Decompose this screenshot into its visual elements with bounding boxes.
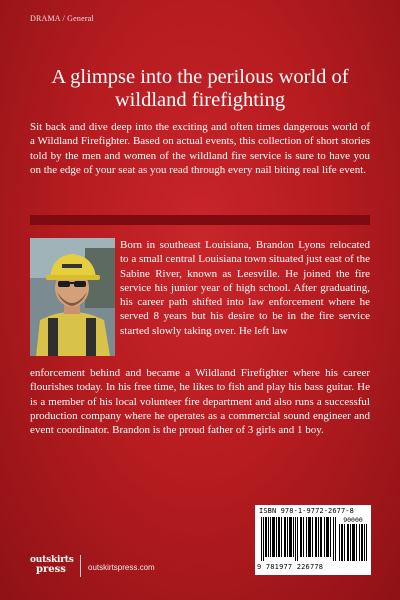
headline-line-2: wildland firefighting xyxy=(114,89,286,111)
headline-line-1: A glimpse into the perilous world of xyxy=(51,66,349,88)
publisher-url: outskirtspress.com xyxy=(88,563,155,572)
author-bio-beside-photo: Born in southeast Louisiana, Brandon Lyons relocated to a small central Louisiana town situated just east of the Sabine River, known as Leesville. He joined the fire service his junior year of high school. After graduating, his career path shifted into law enforcement where he served 8 years but his desire to be in the fire service started slowly taking over. He left law xyxy=(120,239,370,337)
isbn-label: ISBN 978-1-9772-2677-8 xyxy=(259,507,354,515)
publisher-divider xyxy=(80,555,81,577)
publisher-logo xyxy=(30,555,74,575)
divider-rule xyxy=(30,215,370,225)
author-bio-full-width: enforcement behind and became a Wildland Firefighter where his career flourishes today. In his free time, he likes to fish and play his bass guitar. He is a member of his local volunteer fire department and also runs a successful production company where he operates as a commercial sound engineer and event coordinator. Brandon is the proud father of 3 girls and 1 boy. xyxy=(30,367,370,436)
addon-barcode-bars xyxy=(339,524,367,561)
barcode-addon-price: 90000 xyxy=(343,516,363,524)
ean-digits: 9 781977 226778 xyxy=(257,563,324,571)
headline xyxy=(20,66,380,112)
ean-barcode-bars xyxy=(261,517,337,561)
publisher-logo-line-1: outskirts xyxy=(30,555,74,565)
publisher-logo-line-2: press xyxy=(36,564,66,575)
isbn-barcode xyxy=(255,505,371,575)
author-photo-illustration xyxy=(30,238,115,356)
author-photo xyxy=(30,238,115,356)
blurb: Sit back and dive deep into the exciting and often times dangerous world of a Wildland Firefighter. Based on actual events, this collection of short stories told by the men and women of the wildland fire service is sure to have you on the edge of your seat as you read through every nail biting real life event. xyxy=(30,121,370,176)
category-label: DRAMA / General xyxy=(30,14,94,23)
